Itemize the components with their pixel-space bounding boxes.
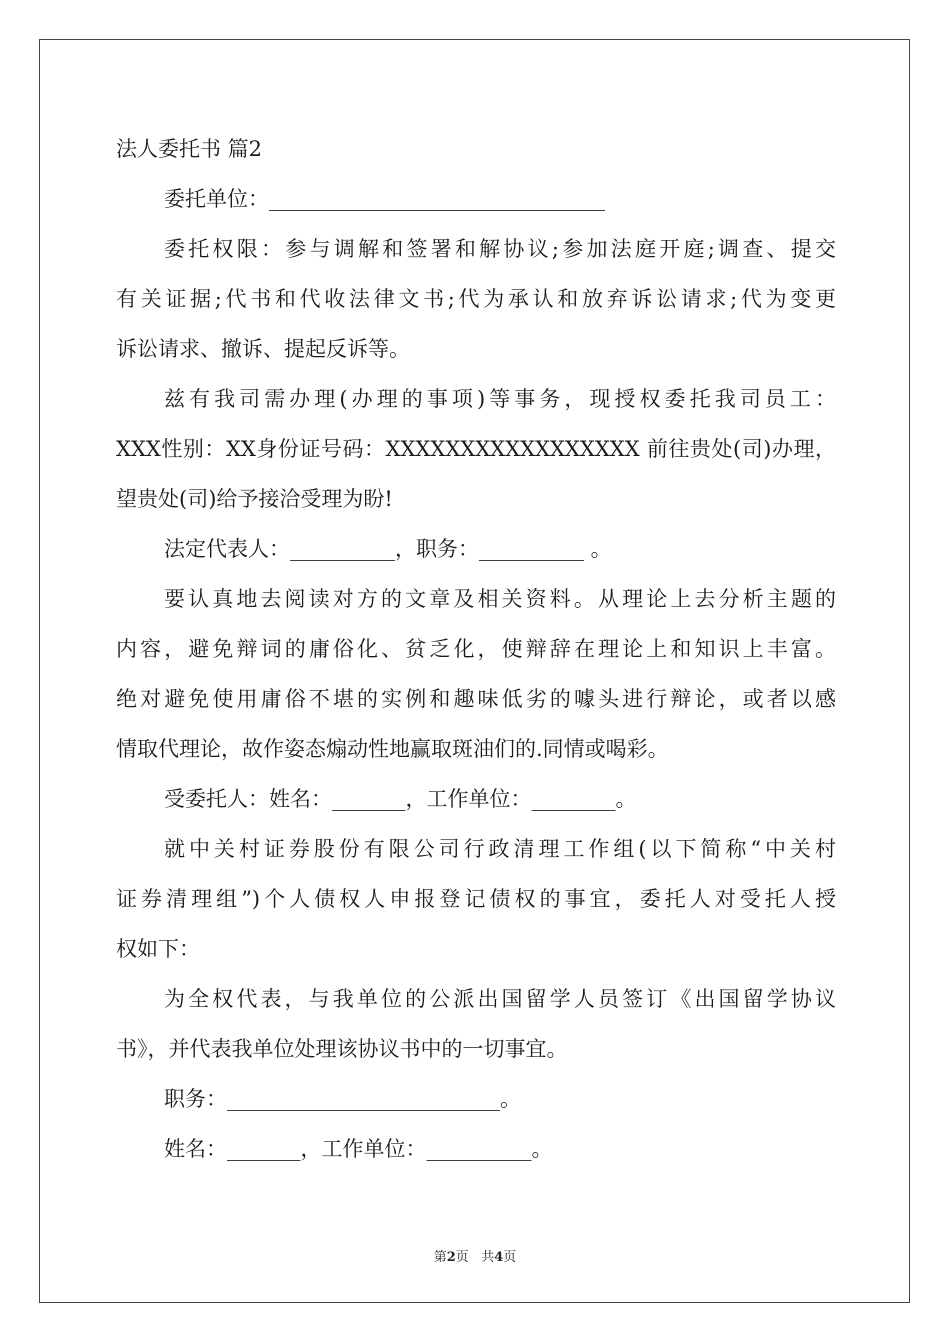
authority-line-1: 委托权限：参与调解和签署和解协议;参加法庭开庭;调查、提交	[164, 237, 836, 261]
study-abroad-line-2: 书》，并代表我单位处理该协议书中的一切事宜。	[116, 1037, 568, 1061]
footer-page-suffix: 页	[455, 1250, 469, 1265]
footer-total-suffix: 页	[503, 1250, 517, 1265]
zhongguancun-line-1: 就中关村证券股份有限公司行政清理工作组(以下简称“中关村	[164, 837, 836, 861]
position-line: 职务：__________________________。	[164, 1087, 521, 1111]
debate-advice-line-4: 情取代理论，故作姿态煽动性地赢取斑油们的.同情或喝彩。	[116, 737, 669, 761]
footer-total-prefix: 共	[481, 1250, 495, 1265]
paragraph-position	[116, 1074, 836, 1124]
authority-line-2: 有关证据;代书和代收法律文书;代为承认和放弃诉讼请求;代为变更	[116, 287, 836, 311]
authority-line-3: 诉讼请求、撤诉、提起反诉等。	[116, 337, 410, 361]
footer-page-total: 4	[494, 1250, 504, 1265]
document-title: 法人委托书 篇2	[116, 137, 263, 161]
name-unit-line: 姓名：_______，工作单位：__________。	[164, 1137, 553, 1161]
authorization-line-1: 兹有我司需办理(办理的事项)等事务，现授权委托我司员工：	[164, 387, 836, 411]
paragraph-zhongguancun	[116, 824, 836, 974]
paragraph-trustee	[116, 774, 836, 824]
document-body	[116, 124, 836, 1174]
page-footer	[0, 1246, 950, 1265]
zhongguancun-line-2: 证券清理组”)个人债权人申报登记债权的事宜，委托人对受托人授	[116, 887, 836, 911]
paragraph-debate-advice	[116, 574, 836, 774]
zhongguancun-line-3: 权如下：	[116, 937, 200, 961]
authorization-line-3: 望贵处(司)给予接洽受理为盼!	[116, 487, 393, 511]
footer-page-current: 2	[446, 1250, 456, 1265]
debate-advice-line-3: 绝对避免使用庸俗不堪的实例和趣味低劣的噱头进行辩论，或者以感	[116, 687, 836, 711]
debate-advice-line-2: 内容，避免辩词的庸俗化、贫乏化，使辩辞在理论上和知识上丰富。	[116, 637, 836, 661]
authorization-line-2: XXX性别：XX身份证号码：XXXXXXXXXXXXXXXXX 前往贵处(司)办理，	[116, 437, 836, 461]
paragraph-study-abroad	[116, 974, 836, 1074]
paragraph-legal-representative	[116, 524, 836, 574]
trustee-line: 受委托人：姓名：_______，工作单位：________。	[164, 787, 637, 811]
entrusting-unit-line: 委托单位：________________________________	[164, 187, 605, 211]
paragraph-authorization	[116, 374, 836, 524]
debate-advice-line-1: 要认真地去阅读对方的文章及相关资料。从理论上去分析主题的	[164, 587, 836, 611]
paragraph-entrusting-unit	[116, 174, 836, 224]
study-abroad-line-1: 为全权代表，与我单位的公派出国留学人员签订《出国留学协议	[164, 987, 836, 1011]
paragraph-authority	[116, 224, 836, 374]
footer-page-prefix: 第	[433, 1250, 447, 1265]
legal-representative-line: 法定代表人：__________，职务：__________ 。	[164, 537, 612, 561]
paragraph-name-unit	[116, 1124, 836, 1174]
